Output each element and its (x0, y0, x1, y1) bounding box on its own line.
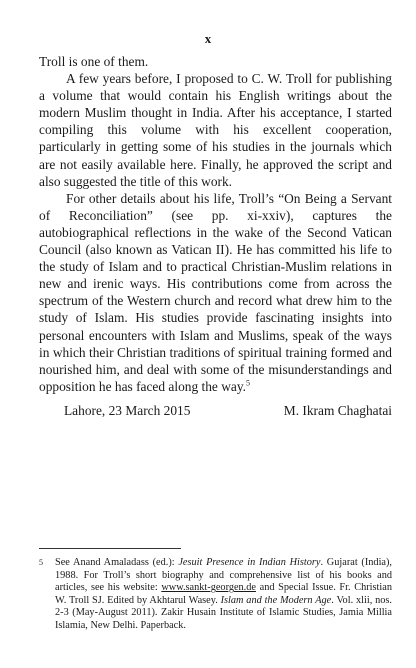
footnote-website-link[interactable]: www.sankt-georgen.de (161, 582, 256, 594)
footnote-text-part: . Gujarat (India), 1988. For Troll’s short biography and comprehensive list of his books and articles, see his website: (55, 557, 393, 594)
footnote-text-part: . Vol. xlii, nos. 2-3 (May-August 2011). Zakir Husain Institute of Islamic Studies, Jamia Millia Islamia, New Delhi. Paperback. (55, 594, 392, 631)
signature-line (64, 403, 392, 419)
paragraph-2: A few years before, I proposed to C. W. Troll for publishing a volume that would contain his English writings about the modern Muslim thought in India. After his acceptance, I started compiling this volume with his excellent cooperation, particularly in getting some of his studies in the journals which are not easily available here. Finally, he approved the script and also suggested the title of this work. (39, 71, 392, 189)
place-date: Lahore, 23 March 2015 (64, 403, 191, 418)
footnote-journal-title: Islam and the Modern Age (220, 594, 332, 606)
footnote-book-title: Jesuit Presence in Indian History (178, 557, 321, 568)
footnote-text-part: See Anand Amaladass (ed.): (55, 557, 179, 568)
main-text (39, 53, 392, 395)
footnote-number: 5 (39, 558, 43, 567)
footnote (39, 557, 392, 633)
paragraph-3-text: For other details about his life, Troll’s “On Being a Servant of Reconciliation” (see pp. xi-xxiv), captures the autobiographical reflections in the wake of the Second Vatican Council (also known as Vatican II). He has committed his life to the study of Islam and to practical Christian-Muslim relations in new and irenic ways. His contributions come from across the spectrum of the Western church and record what drew him to the study of Islam. His studies provide fascinating insights into personal encounters with Islam and Muslims, speak of the ways in which their Christian traditions of spiritual training formed and nourished him, and deal with some of the misunderstandings and opposition he has faced along the way. (39, 190, 392, 394)
footnote-text (55, 557, 392, 633)
page-number: x (204, 31, 212, 46)
paragraph-1: Troll is one of them. (39, 54, 149, 69)
paragraph-3 (39, 190, 392, 395)
footnote-reference[interactable]: 5 (246, 378, 250, 388)
footnote-text-part: and Special Issue. Fr. Christian W. Troll SJ. Edited by Akhtarul Wasey. (55, 582, 392, 606)
author-name: M. Ikram Chaghatai (283, 403, 392, 418)
footnote-divider (39, 548, 181, 549)
